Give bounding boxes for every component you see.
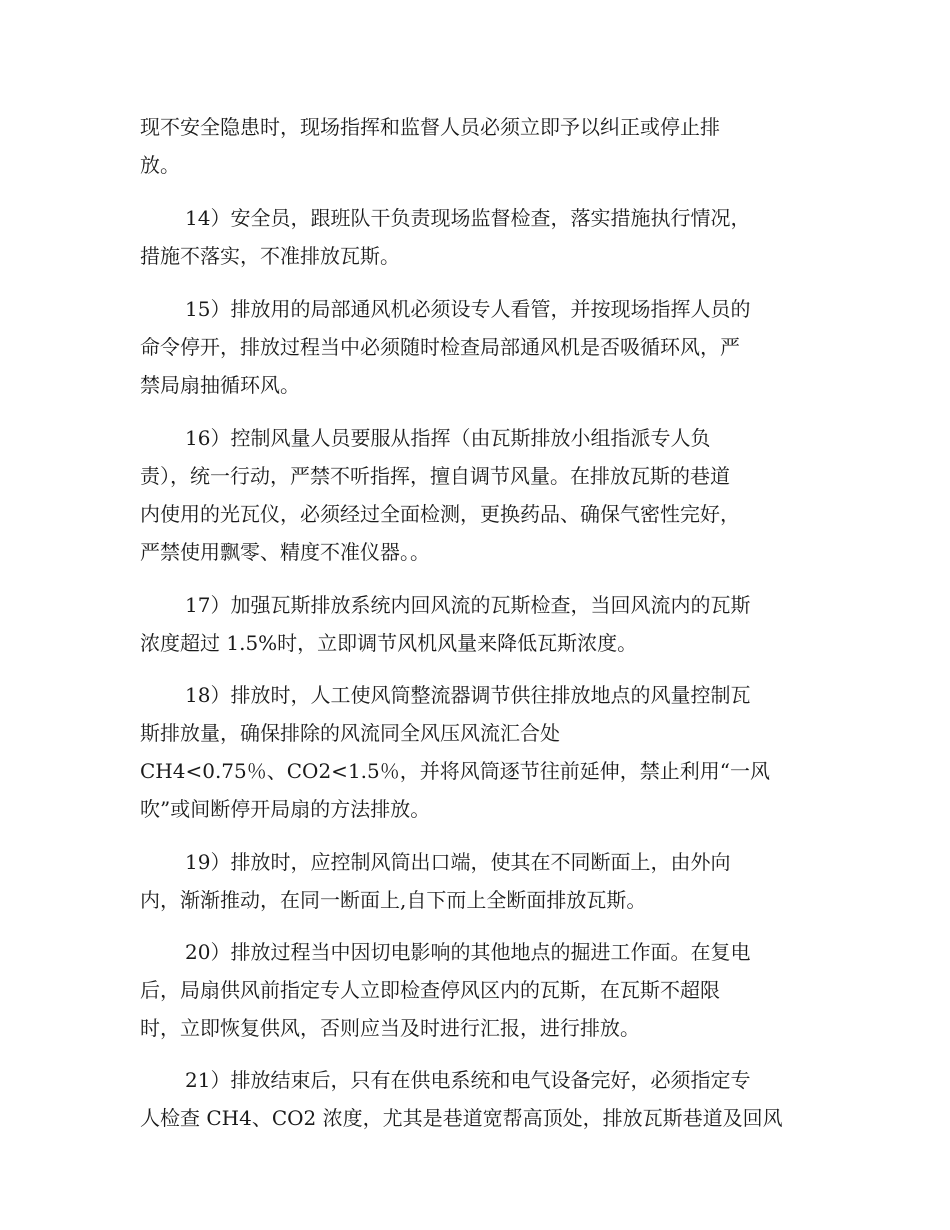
paragraph-14-line-1: 14）安全员，跟班队干负责现场监督检查，落实措施执行情况， [185, 206, 751, 230]
paragraph-15-line-1: 15）排放用的局部通风机必须设专人看管，并按现场指挥人员的 [185, 297, 751, 321]
paragraph-17-line-2: 浓度超过 1.5%时，立即调节风机风量来降低瓦斯浓度。 [140, 631, 638, 655]
paragraph-17-line-1: 17）加强瓦斯排放系统内回风流的瓦斯检查，当回风流内的瓦斯 [185, 593, 751, 617]
paragraph-16-line-1: 16）控制风量人员要服从指挥（由瓦斯排放小组指派专人负 [185, 426, 711, 450]
paragraph-19-line-1: 19）排放时，应控制风筒出口端，使其在不同断面上，由外向 [185, 850, 731, 874]
paragraph-18-line-4: 吹”或间断停开局扇的方法排放。 [140, 797, 431, 821]
paragraph-16-line-3: 内使用的光瓦仪，必须经过全面检测，更换药品、确保气密性完好， [140, 502, 740, 526]
paragraph-20-line-1: 20）排放过程当中因切电影响的其他地点的掘进工作面。在复电 [185, 940, 751, 964]
paragraph-18-line-3: CH4<0.75％、CO2<1.5％，并将风筒逐节往前延伸，禁止利用“一风 [140, 759, 770, 783]
paragraph-13-line-1: 现不安全隐患时，现场指挥和监督人员必须立即予以纠正或停止排 [140, 115, 720, 139]
paragraph-14-line-2: 措施不落实，不准排放瓦斯。 [140, 244, 400, 268]
paragraph-21-line-2: 人检查 CH4、CO2 浓度，尤其是巷道宽帮高顶处，排放瓦斯巷道及回风 [140, 1106, 783, 1130]
paragraph-19-line-2: 内，渐渐推动，在同一断面上,自下而上全断面排放瓦斯。 [140, 888, 647, 912]
paragraph-20-line-3: 时，立即恢复供风，否则应当及时进行汇报，进行排放。 [140, 1016, 640, 1040]
paragraph-18-line-2: 斯排放量，确保排除的风流同全风压风流汇合处 [140, 721, 560, 745]
paragraph-18-line-1: 18）排放时，人工使风筒整流器调节供往排放地点的风量控制瓦 [185, 683, 751, 707]
paragraph-20-line-2: 后，局扇供风前指定专人立即检查停风区内的瓦斯，在瓦斯不超限 [140, 978, 720, 1002]
paragraph-16-line-2: 责），统一行动，严禁不听指挥，擅自调节风量。在排放瓦斯的巷道 [140, 464, 730, 488]
paragraph-13-line-2: 放。 [140, 153, 180, 177]
paragraph-21-line-1: 21）排放结束后，只有在供电系统和电气设备完好，必须指定专 [185, 1068, 751, 1092]
paragraph-15-line-3: 禁局扇抽循环风。 [140, 373, 300, 397]
paragraph-16-line-4: 严禁使用飘零、精度不准仪器。。 [140, 540, 430, 564]
paragraph-15-line-2: 命令停开，排放过程当中必须随时检查局部通风机是否吸循环风，严 [140, 335, 740, 359]
